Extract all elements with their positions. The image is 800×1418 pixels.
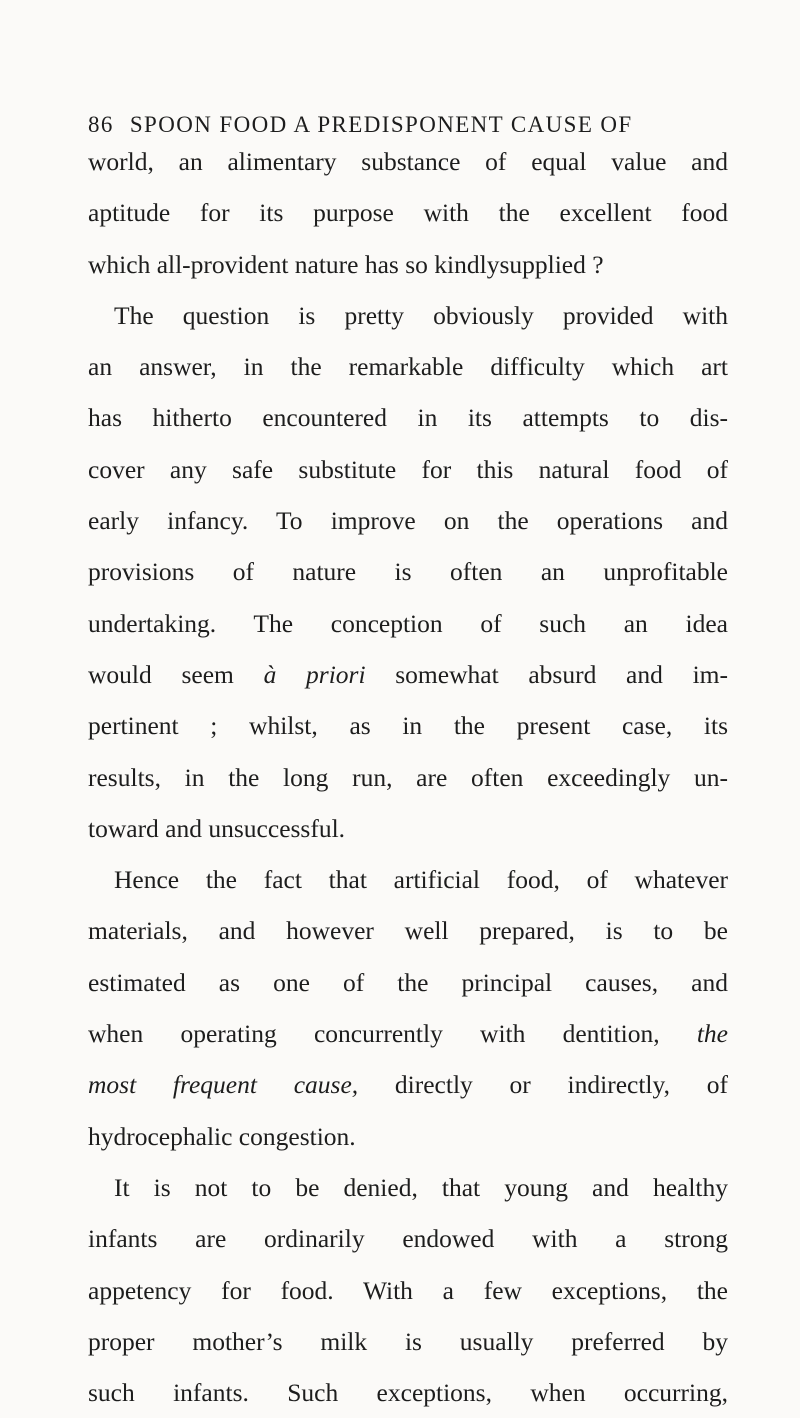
text-line <box>88 341 728 392</box>
running-title: SPOON FOOD A PREDISPONENT CAUSE OF <box>129 112 633 137</box>
line-text: results, in the long run, are often exceedingly un- <box>88 762 728 792</box>
line-text: pertinent ; whilst, as in the present case, its <box>88 711 728 741</box>
text-line <box>88 905 728 956</box>
running-header <box>88 112 738 138</box>
italic-text: à priori <box>263 659 366 689</box>
line-text: when operating concurrently with dentition, <box>88 1019 697 1049</box>
line-text: undertaking. The conception of such an idea <box>88 608 728 638</box>
text-line <box>88 649 728 700</box>
text-line <box>88 1213 728 1264</box>
text-line <box>88 444 728 495</box>
text-line <box>88 136 728 187</box>
line-text: proper mother’s milk is usually preferred by <box>88 1326 728 1356</box>
text-line <box>88 290 728 341</box>
italic-text: most frequent cause, <box>88 1070 359 1100</box>
line-text: Hence the fact that artificial food, of whatever <box>114 865 728 895</box>
text-line <box>88 598 728 649</box>
text-line <box>88 239 728 290</box>
text-line <box>88 1008 728 1059</box>
line-text: world, an alimentary substance of equal value and <box>88 147 728 176</box>
text-line <box>88 1162 728 1213</box>
text-line <box>88 1316 728 1367</box>
line-text: such infants. Such exceptions, when occurring, <box>88 1378 728 1408</box>
line-text: cover any safe substitute for this natural food of <box>88 454 728 484</box>
text-line <box>88 1111 728 1162</box>
line-text: estimated as one of the principal causes, and <box>88 967 728 997</box>
text-line <box>88 957 728 1008</box>
text-line <box>88 1265 728 1316</box>
line-text: The question is pretty obviously provided with <box>114 300 728 330</box>
line-text: aptitude for its purpose with the excellent food <box>88 198 728 228</box>
line-text: would seem <box>88 659 264 689</box>
line-text: hydrocephalic congestion. <box>88 1121 356 1151</box>
line-text: It is not to be denied, that young and healthy <box>114 1172 728 1202</box>
line-text: early infancy. To improve on the operations and <box>88 506 728 536</box>
text-line <box>88 495 728 546</box>
text-line <box>88 1059 728 1110</box>
line-text: provisions of nature is often an unprofitable <box>88 557 728 587</box>
body-text <box>88 136 728 1418</box>
line-text: materials, and however well prepared, is to be <box>88 916 728 946</box>
line-text: has hitherto encountered in its attempts to dis- <box>88 403 728 433</box>
text-line <box>88 546 728 597</box>
text-line <box>88 187 728 238</box>
line-text: infants are ordinarily endowed with a strong <box>88 1224 728 1254</box>
text-line <box>88 392 728 443</box>
line-text: directly or indirectly, of <box>358 1070 728 1100</box>
line-text: appetency for food. With a few exceptions, the <box>88 1275 728 1305</box>
line-text: an answer, in the remarkable difficulty which art <box>88 352 728 382</box>
italic-text: the <box>696 1019 728 1049</box>
line-text: somewhat absurd and im- <box>365 659 728 689</box>
text-line <box>88 700 728 751</box>
page-number: 86 <box>88 112 114 137</box>
text-line <box>88 752 728 803</box>
text-line <box>88 854 728 905</box>
text-line <box>88 803 728 854</box>
line-text: which all-provident nature has so kindlysupplied ? <box>88 249 604 279</box>
line-text: toward and unsuccessful. <box>88 813 346 843</box>
